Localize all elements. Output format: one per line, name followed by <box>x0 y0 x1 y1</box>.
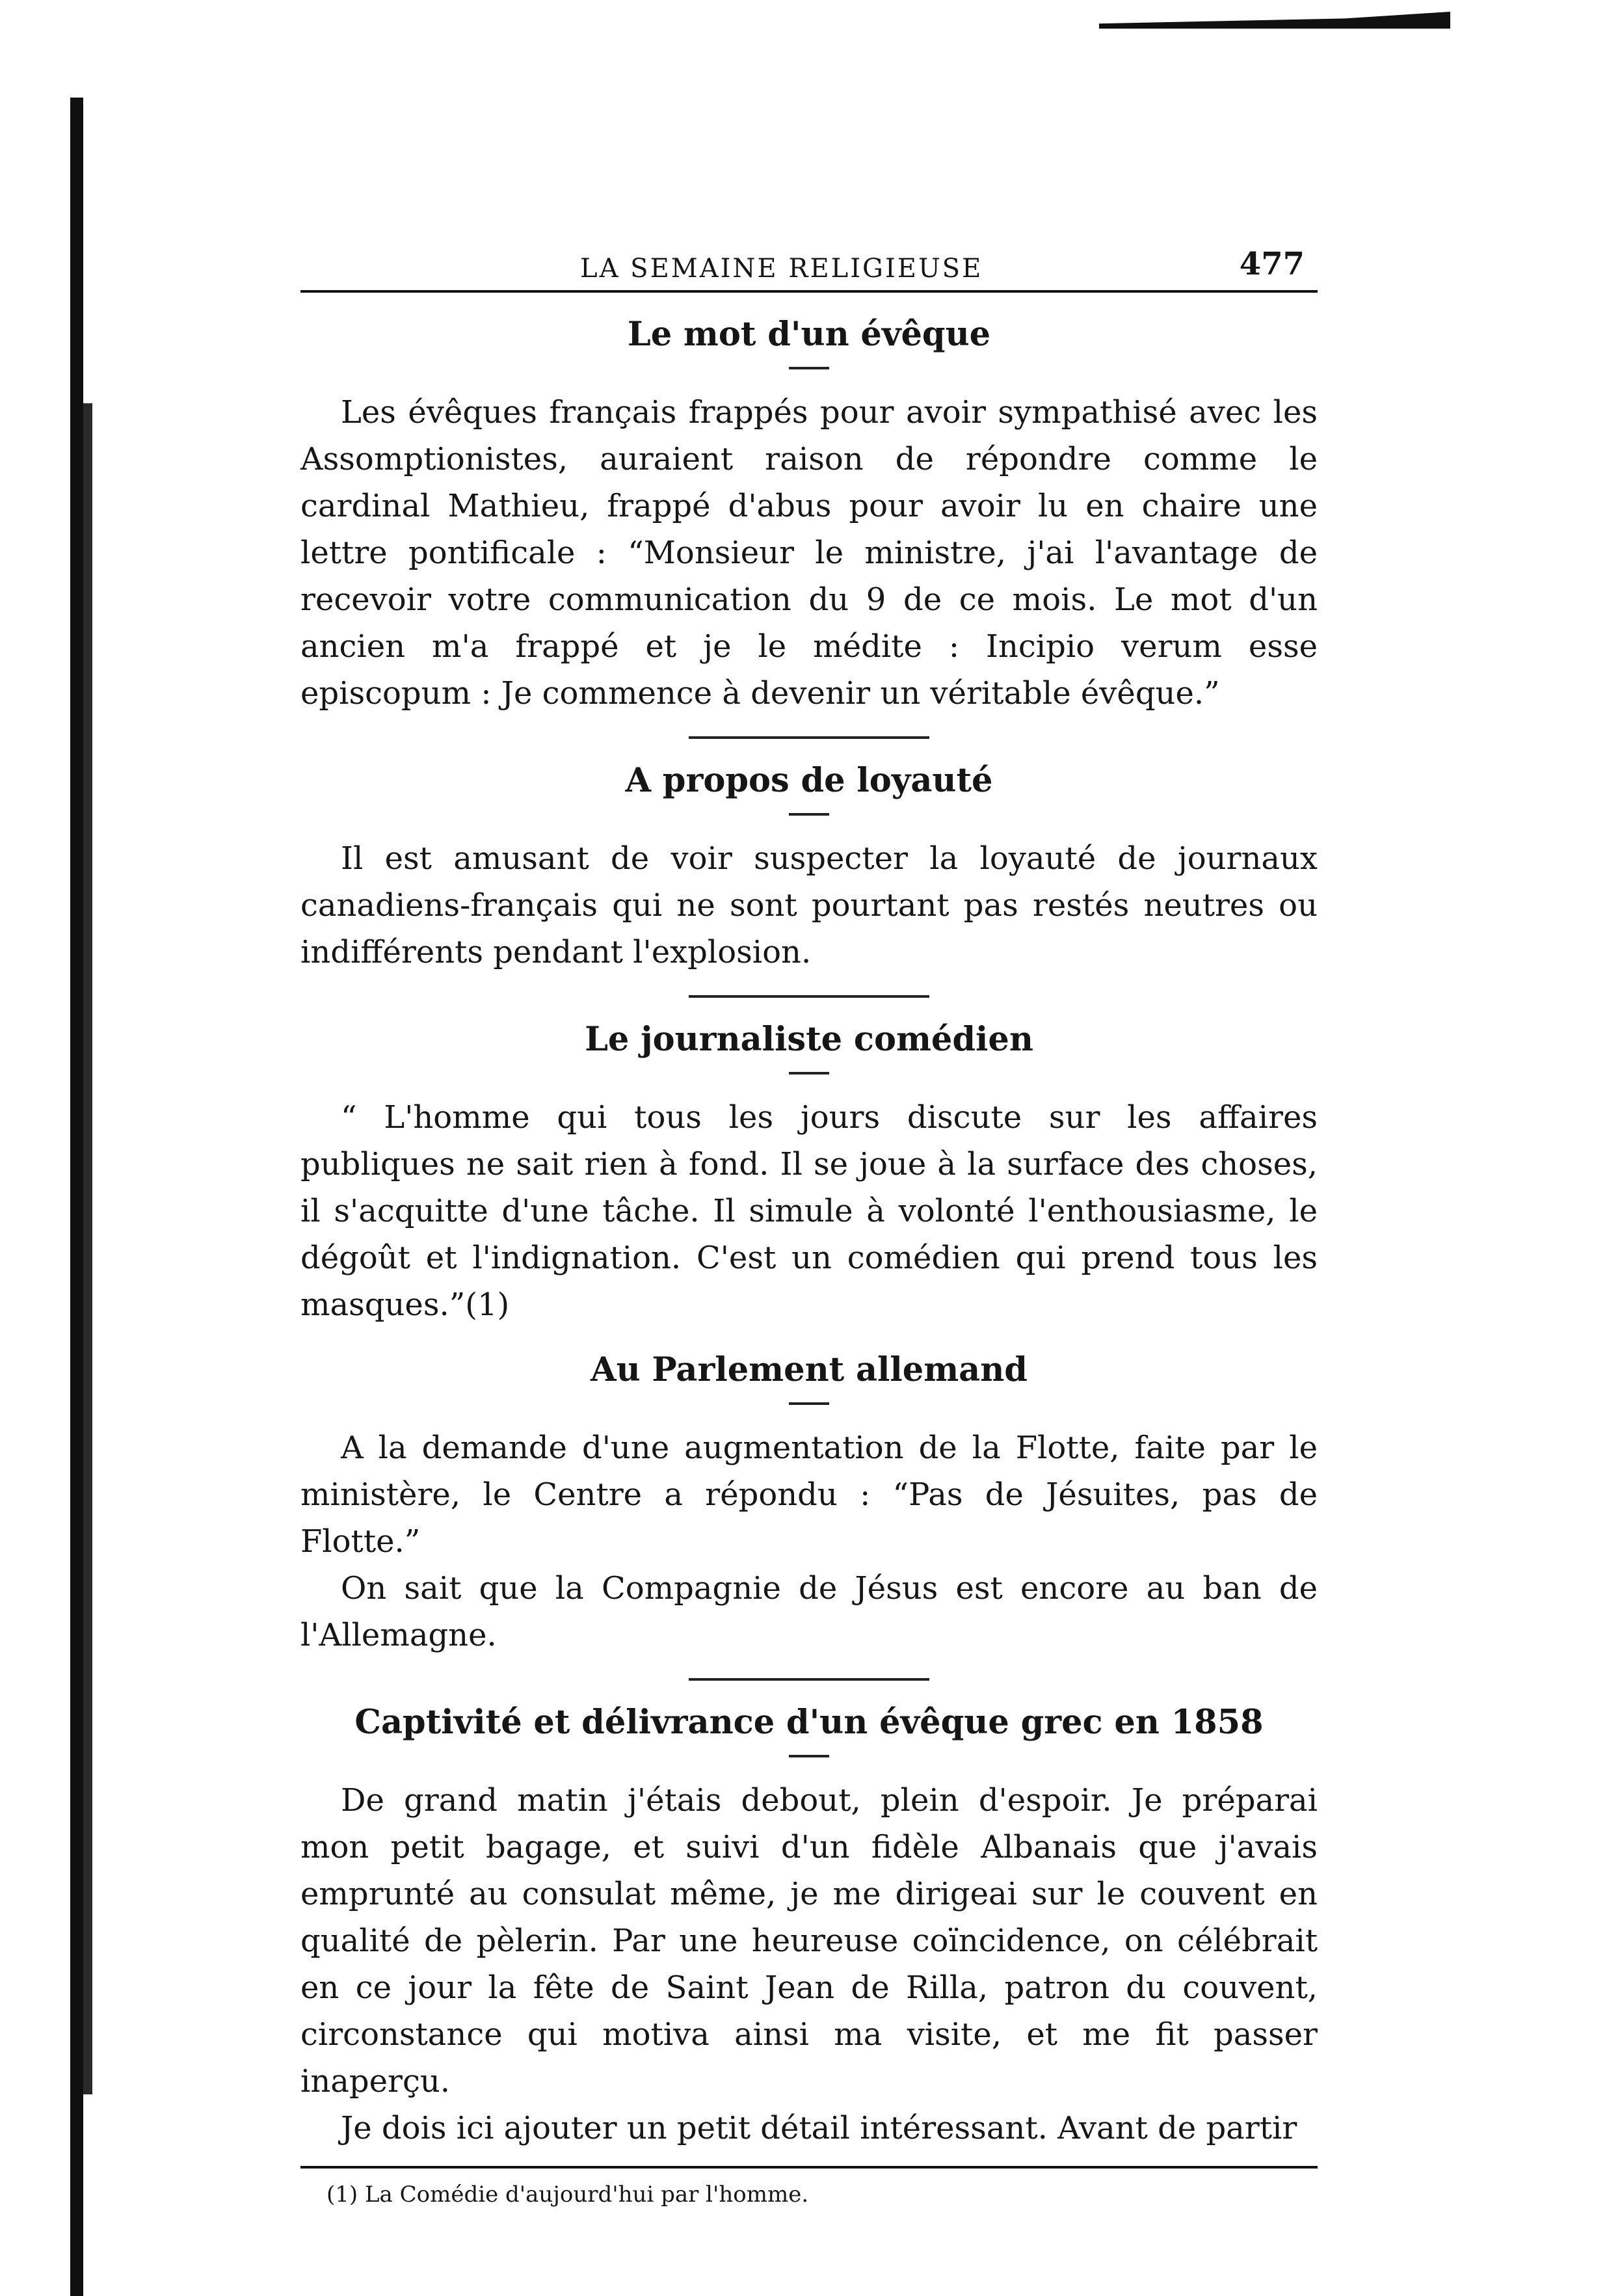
title-dash <box>789 1402 829 1405</box>
paragraph: De grand matin j'étais debout, plein d'espoir. Je préparai mon petit bagage, et suivi d'un fidèle Albanais que j'avais emprunté au consulat même, je me dirigeai sur le couvent en qualité de pèlerin. Par une heureuse coïncidence, on célébrait en ce jour la fête de Saint Jean de Rilla, patron du couvent, circonstance qui motiva ainsi ma visite, et me fit passer inaperçu. <box>300 1782 1318 2100</box>
paragraph: Il est amusant de voir suspecter la loyauté de journaux canadiens-français qui ne sont pourtant pas restés neutres ou indifférents pendant l'explosion. <box>300 840 1318 970</box>
running-head <box>300 242 1318 287</box>
running-title: LA SEMAINE RELIGIEUSE <box>580 254 983 284</box>
article-loyaute <box>300 757 1318 976</box>
paragraph: A la demande d'une augmentation de la Flotte, faite par le ministère, le Centre a répondu : “Pas de Jésuites, pas de Flotte.” <box>300 1430 1318 1560</box>
article-captivite <box>300 1699 1318 2152</box>
article-journaliste <box>300 1016 1318 1328</box>
footnote: (1) La Comédie d'aujourd'hui par l'homme. <box>326 2182 809 2208</box>
paragraph: Je dois ici ajouter un petit détail intéressant. Avant de partir <box>341 2110 1297 2146</box>
section-separator <box>689 995 929 998</box>
section-separator <box>689 736 929 739</box>
corner-scan-mark <box>1099 12 1450 29</box>
binding-shadow-inner <box>83 403 92 2094</box>
paragraph: “ L'homme qui tous les jours discute sur les affaires publiques ne sait rien à fond. Il se joue à la surface des choses, il s'acquitte d'une tâche. Il simule à volonté l'enthousiasme, le dégoût et l'indignation. C'est un comédien qui prend tous les masques.”(1) <box>300 1099 1318 1323</box>
paragraph: On sait que la Compagnie de Jésus est encore au ban de l'Allemagne. <box>300 1570 1318 1653</box>
title-dash <box>789 367 829 369</box>
article-title: Le journaliste comédien <box>585 1020 1033 1059</box>
article-title: A propos de loyauté <box>625 761 993 800</box>
page-number: 477 <box>1239 246 1305 282</box>
article-title: Captivité et délivrance d'un évêque grec en 1858 <box>354 1703 1264 1742</box>
header-rule <box>300 290 1318 293</box>
article-title: Au Parlement allemand <box>591 1350 1028 1389</box>
article-mot-eveque <box>300 311 1318 717</box>
title-dash <box>789 1755 829 1757</box>
footnote-rule <box>300 2166 1318 2169</box>
title-dash <box>789 813 829 816</box>
title-dash <box>789 1072 829 1075</box>
paragraph: Les évêques français frappés pour avoir sympathisé avec les Assomptionistes, auraient raison de répondre comme le cardinal Mathieu, frappé d'abus pour avoir lu en chaire une lettre pontificale : “Monsieur le ministre, j'ai l'avantage de recevoir votre communication du 9 de ce mois. Le mot d'un ancien m'a frappé et je le médite : Incipio verum esse episcopum : Je commence à devenir un véritable évêque.” <box>300 394 1318 712</box>
page <box>300 242 1318 2208</box>
binding-shadow <box>70 98 83 2296</box>
article-title: Le mot d'un évêque <box>627 315 991 354</box>
article-parlement <box>300 1346 1318 1659</box>
section-separator <box>689 1678 929 1681</box>
